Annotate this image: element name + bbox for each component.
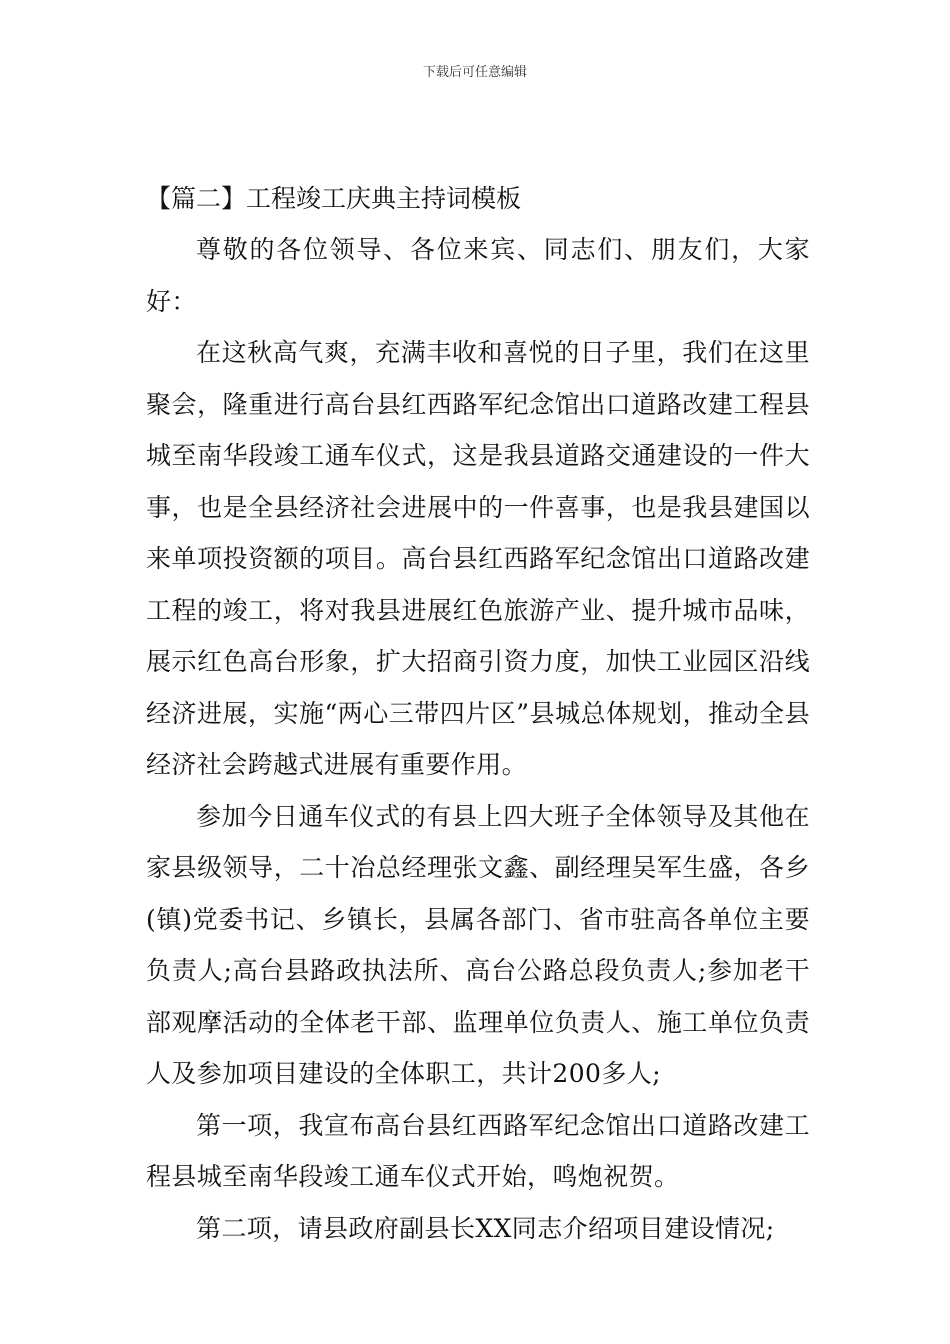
document-body: [146, 174, 810, 1254]
paragraph-item-one: 第一项，我宣布高台县红西路军纪念馆出口道路改建工程县城至南华段竣工通车仪式开始，鸣炮祝贺。: [146, 1110, 810, 1191]
paragraph-opening: 在这秋高气爽，充满丰收和喜悦的日子里，我们在这里聚会，隆重进行高台县红西路军纪念馆出口道路改建工程县城至南华段竣工通车仪式，这是我县道路交通建设的一件大事，也是全县经济社会进展中的一件喜事，也是我县建国以来单项投资额的项目。高台县红西路军纪念馆出口道路改建工程的竣工，将对我县进展红色旅游产业、提升城市品味，展示红色高台形象，扩大招商引资力度，加快工业园区沿线经济进展，实施“两心三带四片区”县城总体规划，推动全县经济社会跨越式进展有重要作用。: [146, 338, 810, 779]
document-title: 【篇二】工程竣工庆典主持词模板: [146, 184, 522, 213]
paragraph-greeting: 尊敬的各位领导、各位来宾、同志们、朋友们，大家好：: [146, 235, 810, 316]
page-header-note: 下载后可任意编辑: [422, 65, 527, 80]
paragraph-attendees: 参加今日通车仪式的有县上四大班子全体领导及其他在家县级领导，二十冶总经理张文鑫、副经理吴军生盛，各乡(镇)党委书记、乡镇长，县属各部门、省市驻高各单位主要负责人;高台县路政执法所、高台公路总段负责人;参加老干部观摩活动的全体老干部、监理单位负责人、施工单位负责人及参加项目建设的全体职工，共计200多人;: [146, 801, 810, 1088]
paragraph-item-two: 第二项，请县政府副县长XX同志介绍项目建设情况;: [196, 1213, 775, 1243]
